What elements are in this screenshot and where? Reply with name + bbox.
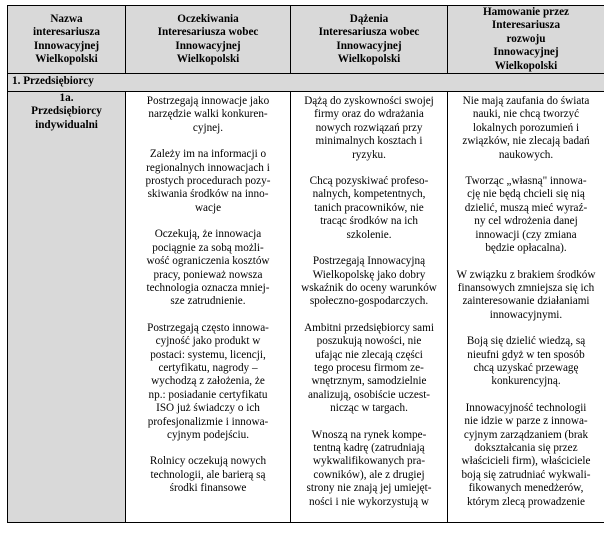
- header-line: Innowacyjnej: [493, 46, 559, 59]
- text-line: pociągnie za sobą możli-: [152, 241, 264, 254]
- text-line: chcą uzyskać przewagę: [473, 361, 579, 374]
- text-line: cyjność jako produkt w: [155, 335, 261, 348]
- text-line: innowacji (czy zmiana: [475, 228, 577, 241]
- header-line: Interesariusza wobec: [157, 26, 259, 39]
- document-page: [7, 5, 604, 535]
- text-line: cję nie będą chcieli się nią: [467, 188, 585, 201]
- text-line: wość ograniczenia kosztów: [146, 255, 270, 268]
- header-line: Wielkopolski: [494, 59, 558, 72]
- text-line: ufając nie zlecają części: [315, 348, 423, 361]
- text-line: technologii, ale barierą są: [150, 468, 266, 481]
- header-line: Wielkopolski: [337, 52, 401, 65]
- text-line: nauki, nie chcą tworzyć: [472, 108, 580, 121]
- text-line: Oczekują, że innowacja: [154, 228, 262, 241]
- text-line: Nie mają zaufania do świata: [462, 95, 590, 108]
- section-label: 1. Przedsiębiorcy: [8, 74, 605, 92]
- text-line: Rolnicy oczekują nowych: [149, 455, 267, 468]
- header-line: Dążenia: [349, 12, 389, 25]
- text-line: W związku z brakiem środków: [456, 268, 596, 281]
- text-line: Innowacyjność technologii: [465, 401, 587, 414]
- text-line: skiwania środków na inno-: [147, 188, 269, 201]
- text-line: wskaźnik do oceny warunków: [301, 281, 437, 294]
- text-line: innowacyjnymi.: [489, 308, 563, 321]
- text-line: Ambitni przedsiębiorcy sami: [304, 321, 434, 334]
- text-line: postaci: systemu, licencji,: [150, 348, 266, 361]
- text-line: dokształcania się przez: [474, 441, 578, 454]
- text-line: naukowych.: [498, 148, 554, 161]
- header-line: Oczekiwania: [177, 12, 239, 25]
- text-line: strony nie znają jej umiejęt-: [306, 482, 432, 495]
- text-line: tanich pracowników, nie: [314, 201, 424, 214]
- expectations-cell: [126, 92, 291, 523]
- header-line: Interesariusza: [491, 19, 561, 32]
- header-line: Innowacyjnej: [175, 39, 241, 52]
- text-line: Dążą do zyskowności swojej: [304, 95, 434, 108]
- text-line: cyjnej.: [192, 121, 224, 134]
- text-line: Wielkopolskę jako dobry: [312, 268, 426, 281]
- text-line: wykwalifikowanych pra-: [312, 455, 426, 468]
- stakeholder-table: [7, 5, 604, 523]
- text-line: wnętrznym, samodzielnie: [311, 375, 427, 388]
- text-line: szkolenie.: [346, 228, 392, 241]
- table-row: [8, 92, 605, 523]
- text-line: Tworząc „własną" innowa-: [465, 175, 587, 188]
- text-line: np.: posiadanie certyfikatu: [148, 388, 268, 401]
- text-line: Postrzegają Innowacyjną: [312, 255, 426, 268]
- expectations-paragraph: [131, 95, 285, 135]
- text-line: tracąc środków na ich: [320, 215, 418, 228]
- text-line: Wnoszą na rynek kompe-: [311, 428, 427, 441]
- text-line: cyjnym podejściu.: [166, 428, 250, 441]
- section-row: [8, 74, 605, 92]
- text-line: społeczno-gospodarczych.: [309, 295, 429, 308]
- text-line: poszukują nowości, nie: [316, 335, 422, 348]
- inhibition-paragraph: [453, 402, 599, 509]
- text-line: dzielić, muszą mieć wyraź-: [464, 201, 588, 214]
- text-line: finansowych zmniejsza się ich: [457, 281, 595, 294]
- text-line: fikowanych menedżerów,: [468, 482, 584, 495]
- text-line: nalnych, kompetentnych,: [312, 188, 426, 201]
- text-line: prostych procedurach pozy-: [145, 175, 271, 188]
- text-line: analizują, osobiście uczest-: [307, 388, 431, 401]
- aspirations-paragraph: [296, 255, 442, 309]
- text-line: cowników), ale z drugiej: [313, 468, 425, 481]
- text-line: nowych rozwiązań przy: [315, 121, 423, 134]
- inhibition-paragraph: [453, 335, 599, 389]
- text-line: którym zlecą prowadzenie: [466, 495, 586, 508]
- header-aspirations: [291, 6, 448, 74]
- text-line: ryzyku.: [352, 148, 386, 161]
- header-line: interesariusza: [33, 26, 100, 39]
- text-line: Zależy im na informacji o: [149, 148, 267, 161]
- header-row: [8, 6, 605, 74]
- text-line: boją się zatrudniać wykwali-: [461, 468, 591, 481]
- inhibition-paragraph: [453, 95, 599, 162]
- text-line: nieufni gdyż w ten sposób: [467, 348, 585, 361]
- text-line: lokalnych porozumień i: [472, 121, 580, 134]
- text-line: tentną kadrę (zatrudniają: [313, 441, 425, 454]
- text-line: sze zatrudnienie.: [170, 295, 246, 308]
- text-line: profesjonalizmie i innowa-: [147, 415, 269, 428]
- aspirations-paragraph: [296, 429, 442, 509]
- text-line: konkurencyjną.: [491, 375, 561, 388]
- text-line: wychodzą z założenia, że: [151, 375, 265, 388]
- text-line: minimalnych kosztach i: [315, 135, 423, 148]
- text-line: pracy, ponieważ nowsza: [153, 268, 263, 281]
- text-line: firmy oraz do wdrażania: [314, 108, 424, 121]
- aspirations-paragraph: [296, 95, 442, 162]
- text-line: Postrzegają innowacje jako: [146, 95, 270, 108]
- row-label: [8, 92, 126, 523]
- header-stakeholder-name: [8, 6, 126, 74]
- text-line: narzędzie walki konkuren-: [148, 108, 268, 121]
- header-line: Wielkopolski: [176, 52, 240, 65]
- header-line: Innowacyjnej: [336, 39, 402, 52]
- text-line: technologia oznacza mniej-: [146, 281, 270, 294]
- text-line: tego procesu firmom ze-: [314, 361, 424, 374]
- text-line: ności i nie wykorzystują w: [309, 495, 429, 508]
- aspirations-paragraph: [296, 175, 442, 242]
- inhibition-paragraph: [453, 175, 599, 255]
- text-line: Postrzegają często innowa-: [147, 321, 269, 334]
- text-line: związków, nie zlecają badań: [462, 135, 590, 148]
- text-line: certyfikatu, nagrody –: [158, 361, 258, 374]
- text-line: nie idzie w parze z innowa-: [464, 415, 588, 428]
- text-line: regionalnych innowacjach i: [146, 161, 270, 174]
- text-line: ISO już świadczy o ich: [156, 402, 260, 415]
- aspirations-cell: [291, 92, 448, 523]
- text-line: nicząc w targach.: [330, 402, 408, 415]
- header-line: Nazwa: [50, 12, 83, 25]
- text-line: wacje: [194, 201, 222, 214]
- row-label-line: 1a.: [59, 92, 74, 105]
- text-line: zainteresowanie działaniami: [462, 295, 590, 308]
- row-label-line: indywidualni: [35, 118, 98, 131]
- text-line: Chcą pozyskiwać profeso-: [309, 175, 429, 188]
- header-line: Innowacyjnej: [33, 39, 100, 52]
- header-inhibition: [448, 6, 605, 74]
- text-line: środki finansowe: [169, 482, 247, 495]
- header-line: Interesariusza wobec: [318, 26, 420, 39]
- header-line: rozwoju: [506, 32, 546, 45]
- header-line: Wielkopolski: [35, 52, 98, 65]
- aspirations-paragraph: [296, 322, 442, 416]
- text-line: właścicieli firm), właściciele: [461, 455, 591, 468]
- expectations-paragraph: [131, 455, 285, 495]
- text-line: Boją się dzielić wiedzą, są: [466, 335, 586, 348]
- expectations-paragraph: [131, 228, 285, 308]
- inhibition-cell: [448, 92, 605, 523]
- header-expectations: [126, 6, 291, 74]
- expectations-paragraph: [131, 148, 285, 215]
- text-line: ny cel wdrożenia danej: [474, 215, 578, 228]
- row-label-line: Przedsiębiorcy: [31, 105, 102, 118]
- inhibition-paragraph: [453, 269, 599, 323]
- expectations-paragraph: [131, 322, 285, 443]
- text-line: cyjnym zarządzaniem (brak: [463, 428, 589, 441]
- text-line: będzie opłacalna).: [485, 242, 567, 255]
- header-line: Hamowanie przez: [482, 6, 570, 18]
